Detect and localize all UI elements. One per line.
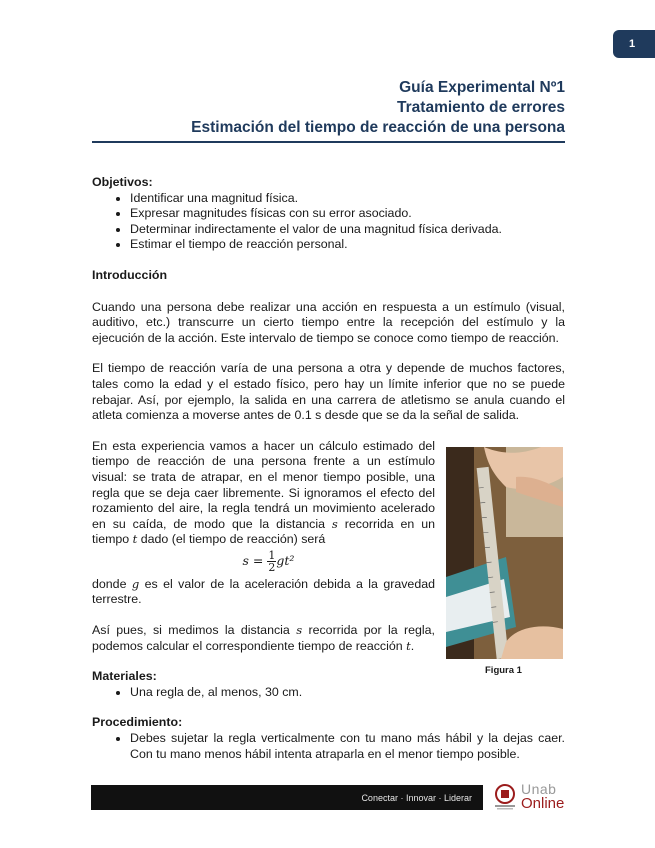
intro-paragraph-3: En esta experiencia vamos a hacer un cálculo estimado del tiempo de reacción de una persona frente a un estímulo visual: se trata de atrapar, en el menor tiempo posible, una regla que se deja caer libremente. Si ignoramos el efecto del rozamiento del aire, la regla tendrá un movimiento acelerado en su caída, de modo que la distancia s recorrida en un tiempo t dado (el tiempo de reacción) será	[92, 438, 436, 547]
procedimiento-list	[92, 731, 565, 762]
page-number-badge: 1	[613, 30, 655, 58]
intro-paragraph-4: donde g es el valor de la aceleración debida a la gravedad terrestre.	[92, 576, 435, 607]
text-beside-figure	[92, 439, 435, 655]
introduccion-heading: Introducción	[92, 267, 168, 282]
university-seal-icon	[493, 783, 519, 811]
list-item: • Debes sujetar la regla verticalmente con tu mano más hábil y la dejas caer. Con tu mano menos hábil intenta atraparla en el menor tiempo posible.	[130, 731, 565, 762]
materiales-list	[92, 685, 565, 701]
unab-online-logo: Unab Online	[493, 783, 565, 813]
list-item: • Estimar el tiempo de reacción personal.	[130, 237, 565, 253]
list-item: • Determinar indirectamente el valor de una magnitud física derivada.	[130, 222, 565, 238]
guide-subtitle: Tratamiento de errores	[397, 99, 565, 116]
intro-paragraph-2: El tiempo de reacción varía de una persona a otra y depende de muchos factores, tales como la edad y el estado físico, pero hay un límite inferior que no se puede rebajar. Así, por ejemplo, la salida en una carrera de atletismo se anula cuando el atleta comienza a moverse antes de 0.1 s desde que se da la señal de salida.	[92, 361, 565, 423]
intro-paragraph-5: Así pues, si medimos la distancia s recorrida por la regla, podemos calcular el correspondiente tiempo de reacción t.	[92, 623, 436, 653]
free-fall-formula: s = $\frac{1}{2}$ gt²	[242, 548, 295, 574]
list-item: • Una regla de, al menos, 30 cm.	[130, 685, 565, 701]
ruler-drop-photo	[446, 447, 563, 659]
document-header	[191, 78, 565, 138]
list-item: • Expresar magnitudes físicas con su error asociado.	[130, 206, 565, 222]
objetivos-list	[92, 191, 565, 253]
list-item: • Identificar una magnitud física.	[130, 191, 565, 207]
guide-title: Guía Experimental Nº1	[399, 79, 565, 96]
guide-topic: Estimación del tiempo de reacción de una persona	[191, 119, 565, 136]
footer-slogan: Conectar · Innovar · Liderar	[361, 792, 472, 803]
materiales-heading: Materiales:	[92, 669, 157, 684]
footer-bar	[91, 785, 483, 810]
objetivos-heading: Objetivos:	[92, 175, 153, 189]
ruler-drop-illustration	[446, 447, 563, 659]
figure-caption: Figura 1	[485, 665, 522, 676]
header-rule	[92, 141, 565, 143]
intro-paragraph-1: Cuando una persona debe realizar una acción en respuesta a un estímulo (visual, auditivo, etc.) transcurre un cierto tiempo entre la recepción del estímulo y la ejecución de la acción. Este intervalo de tiempo se conoce como tiempo de reacción.	[92, 299, 565, 345]
procedimiento-heading: Procedimiento:	[92, 715, 183, 730]
